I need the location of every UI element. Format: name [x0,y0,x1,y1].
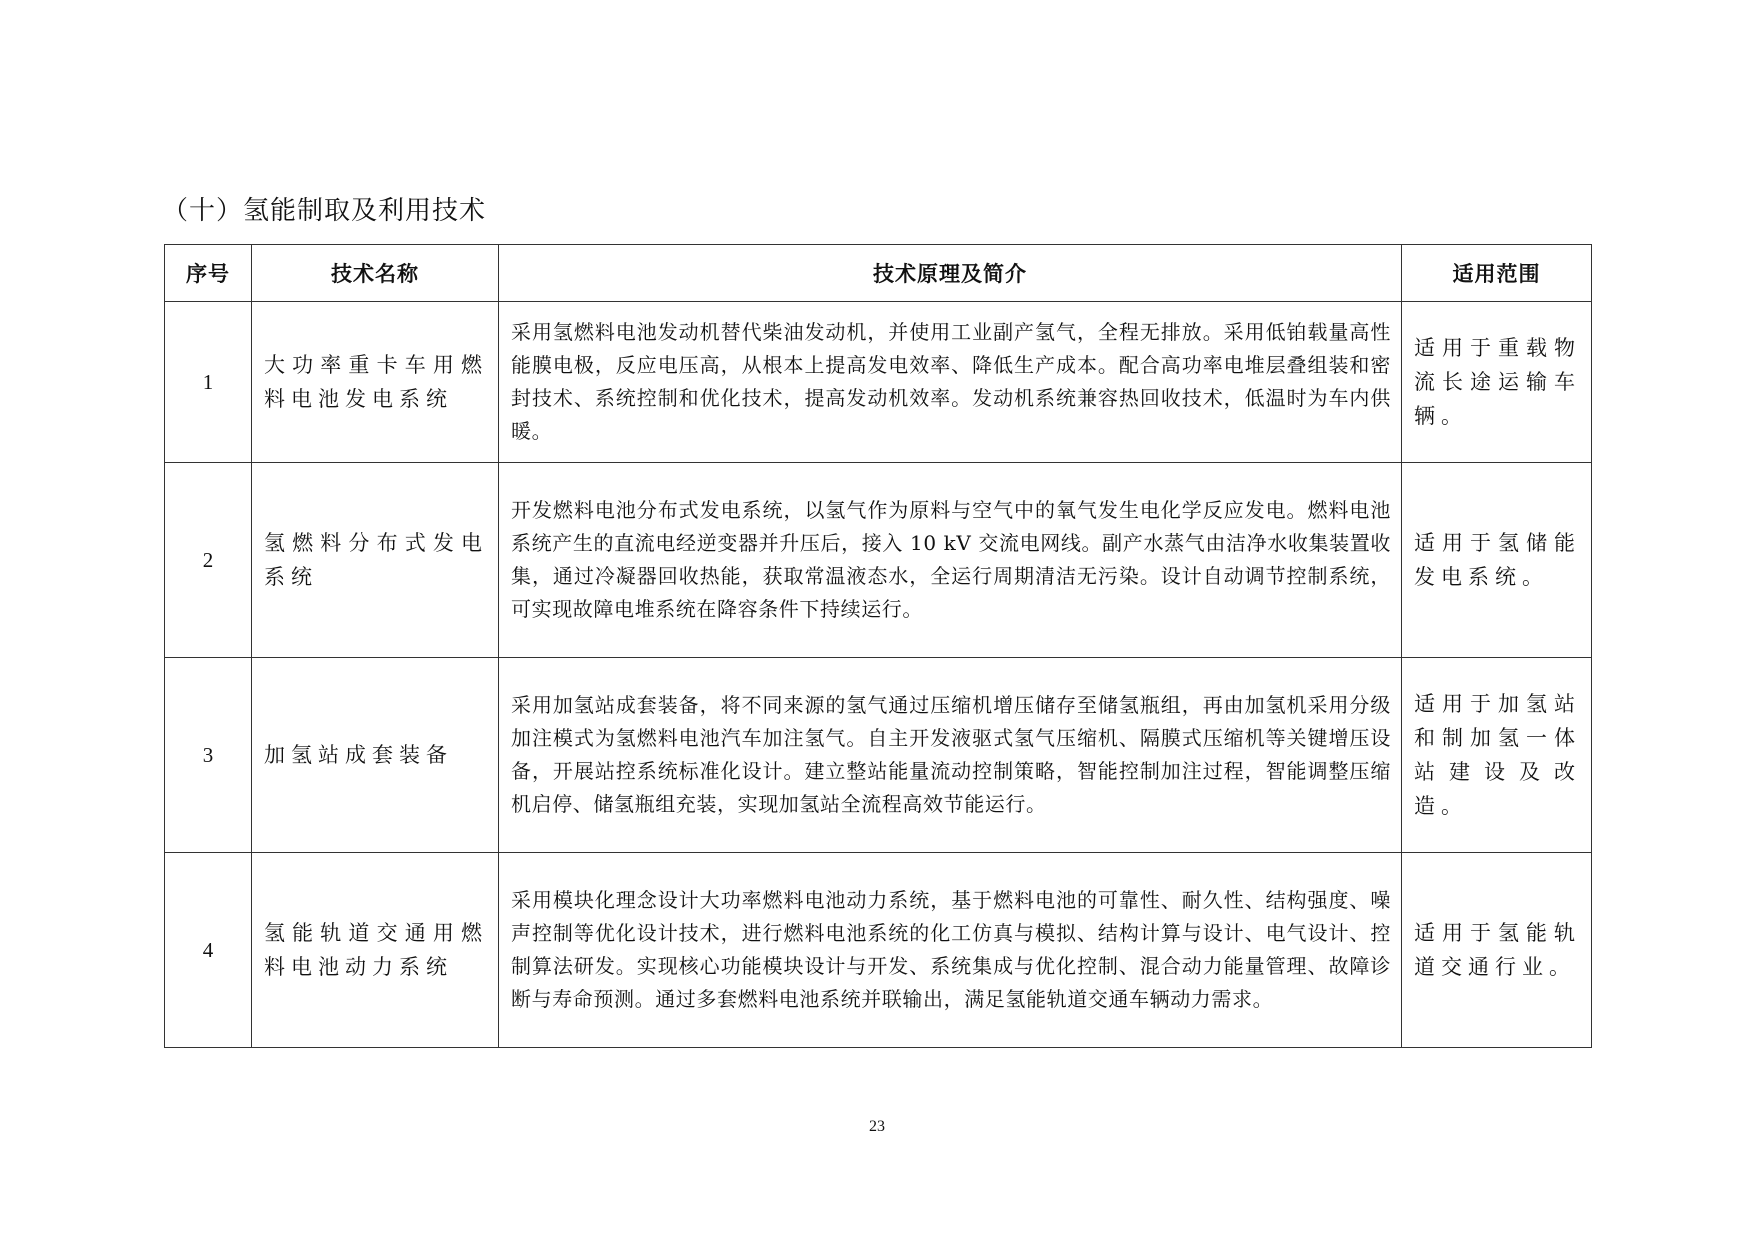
technology-table [164,244,1592,1048]
page-number: 23 [869,1118,885,1135]
application-scope: 适用于氢能轨道交通行业。 [1402,853,1592,1048]
technology-principle: 开发燃料电池分布式发电系统，以氢气作为原料与空气中的氧气发生电化学反应发电。燃料电池系统产生的直流电经逆变器并升压后，接入 10 kV 交流电网线。副产水蒸气由洁净水收集装置收集，通过冷凝器回收热能，获取常温液态水，全运行周期清洁无污染。设计自动调节控制系统，可实现故障电堆系统在降容条件下持续运行。 [499,463,1402,658]
row-number: 2 [165,463,252,658]
technology-name: 氢能轨道交通用燃料电池动力系统 [252,853,499,1048]
row-number: 4 [165,853,252,1048]
header-principle: 技术原理及简介 [499,245,1402,302]
row-number: 3 [165,658,252,853]
application-scope: 适用于氢储能发电系统。 [1402,463,1592,658]
technology-name: 加氢站成套装备 [252,658,499,853]
technology-principle: 采用加氢站成套装备，将不同来源的氢气通过压缩机增压储存至储氢瓶组，再由加氢机采用分级加注模式为氢燃料电池汽车加注氢气。自主开发液驱式氢气压缩机、隔膜式压缩机等关键增压设备，开展站控系统标准化设计。建立整站能量流动控制策略，智能控制加注过程，智能调整压缩机启停、储氢瓶组充装，实现加氢站全流程高效节能运行。 [499,658,1402,853]
table-row [165,658,1592,853]
table-row [165,302,1592,463]
header-scope: 适用范围 [1402,245,1592,302]
table-row [165,853,1592,1048]
row-number: 1 [165,302,252,463]
technology-principle: 采用模块化理念设计大功率燃料电池动力系统，基于燃料电池的可靠性、耐久性、结构强度、噪声控制等优化设计技术，进行燃料电池系统的化工仿真与模拟、结构计算与设计、电气设计、控制算法研发。实现核心功能模块设计与开发、系统集成与优化控制、混合动力能量管理、故障诊断与寿命预测。通过多套燃料电池系统并联输出，满足氢能轨道交通车辆动力需求。 [499,853,1402,1048]
section-title: （十）氢能制取及利用技术 [162,196,487,226]
technology-name: 氢燃料分布式发电系统 [252,463,499,658]
application-scope: 适用于加氢站和制加氢一体站建设及改造。 [1402,658,1592,853]
table-row [165,463,1592,658]
application-scope: 适用于重载物流长途运输车辆。 [1402,302,1592,463]
header-no: 序号 [165,245,252,302]
table-header-row [165,245,1592,302]
header-name: 技术名称 [252,245,499,302]
technology-principle: 采用氢燃料电池发动机替代柴油发动机，并使用工业副产氢气，全程无排放。采用低铂载量高性能膜电极，反应电压高，从根本上提高发电效率、降低生产成本。配合高功率电堆层叠组装和密封技术、系统控制和优化技术，提高发动机效率。发动机系统兼容热回收技术，低温时为车内供暖。 [499,302,1402,463]
technology-name: 大功率重卡车用燃料电池发电系统 [252,302,499,463]
